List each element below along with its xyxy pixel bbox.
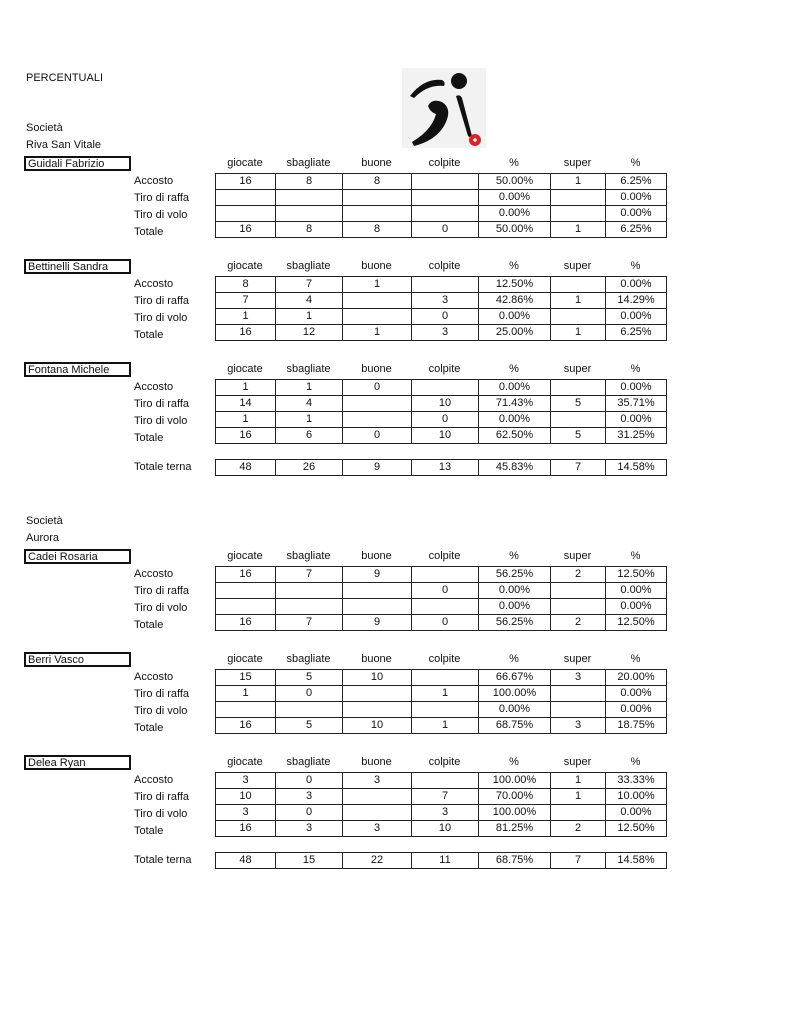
- table-row: [216, 718, 667, 734]
- row-label: Accosto: [134, 568, 174, 580]
- table-row: [216, 567, 667, 583]
- table-cell: 0: [412, 309, 479, 325]
- table-row: [216, 293, 667, 309]
- column-header: super: [563, 363, 592, 375]
- table-cell: 5: [551, 428, 606, 444]
- table-cell: 1: [276, 412, 343, 428]
- table-cell: 100.00%: [479, 805, 551, 821]
- table-row: [216, 412, 667, 428]
- column-header: sbagliate: [286, 363, 331, 375]
- table-cell: 0.00%: [606, 190, 667, 206]
- table-cell: 3: [551, 670, 606, 686]
- table-cell: 7: [412, 789, 479, 805]
- column-header: %: [509, 653, 519, 665]
- table-cell: 16: [216, 567, 276, 583]
- table-cell: 0.00%: [606, 805, 667, 821]
- row-label: Tiro di raffa: [134, 791, 190, 803]
- table-cell: [276, 583, 343, 599]
- column-header: colpite: [428, 157, 461, 169]
- row-label: Accosto: [134, 381, 174, 393]
- table-cell: 3: [551, 718, 606, 734]
- column-header: buone: [361, 260, 392, 272]
- column-header: super: [563, 157, 592, 169]
- row-label: Tiro di volo: [134, 705, 188, 717]
- table-cell: 10: [412, 428, 479, 444]
- column-header: %: [630, 157, 641, 169]
- table-cell: 25.00%: [479, 325, 551, 341]
- table-cell: 0.00%: [606, 583, 667, 599]
- table-cell: 56.25%: [479, 567, 551, 583]
- table-cell: 0.00%: [606, 380, 667, 396]
- row-label: Tiro di raffa: [134, 688, 190, 700]
- table-cell: 12.50%: [606, 615, 667, 631]
- column-header: colpite: [428, 550, 461, 562]
- row-label: Totale: [134, 329, 164, 341]
- row-label: Totale: [134, 722, 164, 734]
- row-label: Totale: [134, 432, 164, 444]
- stats-table: [215, 379, 667, 444]
- column-header: buone: [361, 756, 392, 768]
- table-cell: 5: [276, 670, 343, 686]
- table-cell: 2: [551, 567, 606, 583]
- table-cell: 7: [276, 277, 343, 293]
- table-row: [216, 670, 667, 686]
- table-cell: 0: [343, 380, 412, 396]
- table-cell: [216, 190, 276, 206]
- player-name: Guidali Fabrizio: [24, 156, 131, 171]
- column-header: %: [630, 653, 641, 665]
- player-name: Delea Ryan: [24, 755, 131, 770]
- table-cell: [551, 380, 606, 396]
- table-cell: 1: [343, 277, 412, 293]
- table-cell: 70.00%: [479, 789, 551, 805]
- table-cell: 100.00%: [479, 773, 551, 789]
- column-header: giocate: [227, 550, 263, 562]
- table-row: [216, 615, 667, 631]
- table-cell: 14.58%: [606, 853, 667, 869]
- table-cell: 50.00%: [479, 222, 551, 238]
- stats-table: [215, 276, 667, 341]
- table-cell: 81.25%: [479, 821, 551, 837]
- table-cell: 1: [551, 773, 606, 789]
- table-cell: [551, 805, 606, 821]
- column-header: giocate: [227, 363, 263, 375]
- table-cell: 16: [216, 222, 276, 238]
- table-cell: 42.86%: [479, 293, 551, 309]
- column-header: colpite: [428, 653, 461, 665]
- table-cell: 0: [412, 615, 479, 631]
- table-cell: 10: [216, 789, 276, 805]
- table-cell: [343, 412, 412, 428]
- table-row: [216, 805, 667, 821]
- table-row: [216, 277, 667, 293]
- table-cell: 5: [276, 718, 343, 734]
- table-cell: 12.50%: [606, 567, 667, 583]
- table-cell: [412, 190, 479, 206]
- table-cell: [343, 686, 412, 702]
- column-header: %: [509, 756, 519, 768]
- table-cell: 8: [216, 277, 276, 293]
- table-cell: [551, 702, 606, 718]
- table-cell: [412, 277, 479, 293]
- table-cell: [216, 583, 276, 599]
- table-row: [216, 460, 667, 476]
- stats-table: [215, 852, 667, 869]
- table-cell: 66.67%: [479, 670, 551, 686]
- table-cell: 13: [412, 460, 479, 476]
- table-row: [216, 773, 667, 789]
- logo: [402, 68, 486, 148]
- table-cell: 6.25%: [606, 174, 667, 190]
- table-cell: 8: [343, 222, 412, 238]
- column-header: giocate: [227, 260, 263, 272]
- table-cell: 20.00%: [606, 670, 667, 686]
- table-cell: [551, 206, 606, 222]
- table-row: [216, 222, 667, 238]
- table-cell: 35.71%: [606, 396, 667, 412]
- row-label: Tiro di raffa: [134, 398, 190, 410]
- table-row: [216, 686, 667, 702]
- society-label: Società: [26, 515, 63, 527]
- table-cell: 1: [551, 789, 606, 805]
- table-cell: 0: [276, 773, 343, 789]
- table-cell: 1: [343, 325, 412, 341]
- table-cell: 0.00%: [479, 309, 551, 325]
- table-row: [216, 309, 667, 325]
- table-cell: [343, 805, 412, 821]
- table-cell: [412, 670, 479, 686]
- row-label: Tiro di volo: [134, 312, 188, 324]
- table-row: [216, 702, 667, 718]
- table-cell: 56.25%: [479, 615, 551, 631]
- player-name: Cadei Rosaria: [24, 549, 131, 564]
- table-cell: [276, 190, 343, 206]
- table-cell: 31.25%: [606, 428, 667, 444]
- column-header: %: [509, 550, 519, 562]
- table-cell: [343, 206, 412, 222]
- table-cell: [412, 702, 479, 718]
- table-cell: 71.43%: [479, 396, 551, 412]
- table-cell: [412, 599, 479, 615]
- society-name: Aurora: [26, 532, 60, 544]
- table-cell: 4: [276, 293, 343, 309]
- table-cell: 48: [216, 853, 276, 869]
- table-cell: 14.29%: [606, 293, 667, 309]
- table-cell: [343, 599, 412, 615]
- table-cell: [412, 380, 479, 396]
- table-cell: 10: [412, 396, 479, 412]
- table-cell: 1: [216, 309, 276, 325]
- table-cell: 7: [551, 460, 606, 476]
- table-cell: 12.50%: [606, 821, 667, 837]
- table-cell: 0: [412, 222, 479, 238]
- table-cell: 18.75%: [606, 718, 667, 734]
- table-cell: 9: [343, 567, 412, 583]
- table-cell: 0.00%: [606, 702, 667, 718]
- column-header: super: [563, 550, 592, 562]
- table-cell: 10: [412, 821, 479, 837]
- table-cell: 0.00%: [606, 686, 667, 702]
- column-header: sbagliate: [286, 653, 331, 665]
- column-header: sbagliate: [286, 550, 331, 562]
- table-cell: 16: [216, 174, 276, 190]
- table-cell: [551, 277, 606, 293]
- table-cell: 1: [216, 380, 276, 396]
- row-label: Accosto: [134, 774, 174, 786]
- row-label: Accosto: [134, 671, 174, 683]
- table-cell: 0.00%: [606, 599, 667, 615]
- table-cell: 16: [216, 428, 276, 444]
- table-cell: 2: [551, 615, 606, 631]
- table-cell: 10: [343, 718, 412, 734]
- team-total-label: Totale terna: [134, 461, 192, 473]
- table-cell: 0.00%: [479, 206, 551, 222]
- table-cell: [216, 702, 276, 718]
- table-row: [216, 428, 667, 444]
- row-label: Totale: [134, 825, 164, 837]
- row-label: Accosto: [134, 278, 174, 290]
- team-total-label: Totale terna: [134, 854, 192, 866]
- table-cell: 0.00%: [606, 412, 667, 428]
- stats-table: [215, 566, 667, 631]
- table-cell: [551, 309, 606, 325]
- row-label: Tiro di volo: [134, 415, 188, 427]
- table-cell: 33.33%: [606, 773, 667, 789]
- table-cell: [551, 599, 606, 615]
- table-cell: 0.00%: [479, 190, 551, 206]
- table-cell: 7: [551, 853, 606, 869]
- table-cell: 11: [412, 853, 479, 869]
- table-cell: 12.50%: [479, 277, 551, 293]
- table-cell: 45.83%: [479, 460, 551, 476]
- table-cell: 0: [276, 686, 343, 702]
- table-cell: 16: [216, 615, 276, 631]
- table-cell: 0.00%: [606, 277, 667, 293]
- table-cell: 3: [216, 805, 276, 821]
- table-cell: 3: [276, 789, 343, 805]
- player-name: Berri Vasco: [24, 652, 131, 667]
- table-cell: 1: [276, 380, 343, 396]
- column-header: giocate: [227, 157, 263, 169]
- row-label: Tiro di raffa: [134, 295, 190, 307]
- row-label: Tiro di volo: [134, 808, 188, 820]
- page-title: PERCENTUALI: [26, 72, 104, 84]
- table-cell: [343, 396, 412, 412]
- table-cell: [216, 206, 276, 222]
- column-header: %: [509, 363, 519, 375]
- table-cell: 9: [343, 460, 412, 476]
- row-label: Totale: [134, 226, 164, 238]
- table-cell: 48: [216, 460, 276, 476]
- table-cell: 6: [276, 428, 343, 444]
- table-cell: 7: [276, 567, 343, 583]
- column-header: buone: [361, 363, 392, 375]
- column-header: %: [630, 756, 641, 768]
- player-name: Bettinelli Sandra: [24, 259, 131, 274]
- column-header: %: [509, 260, 519, 272]
- table-cell: 1: [216, 686, 276, 702]
- column-header: giocate: [227, 756, 263, 768]
- table-row: [216, 380, 667, 396]
- column-header: colpite: [428, 260, 461, 272]
- table-row: [216, 599, 667, 615]
- table-row: [216, 190, 667, 206]
- table-cell: 22: [343, 853, 412, 869]
- society-label: Società: [26, 122, 63, 134]
- row-label: Accosto: [134, 175, 174, 187]
- table-cell: 12: [276, 325, 343, 341]
- table-cell: 68.75%: [479, 718, 551, 734]
- table-cell: 0.00%: [479, 583, 551, 599]
- column-header: buone: [361, 550, 392, 562]
- table-cell: 16: [216, 821, 276, 837]
- table-cell: 1: [551, 293, 606, 309]
- table-cell: 8: [276, 174, 343, 190]
- table-cell: 3: [343, 821, 412, 837]
- table-cell: 16: [216, 718, 276, 734]
- column-header: sbagliate: [286, 260, 331, 272]
- table-cell: 0: [412, 583, 479, 599]
- table-cell: [276, 599, 343, 615]
- table-cell: 1: [276, 309, 343, 325]
- table-cell: 100.00%: [479, 686, 551, 702]
- column-header: sbagliate: [286, 157, 331, 169]
- table-cell: [276, 206, 343, 222]
- table-cell: 1: [412, 718, 479, 734]
- column-header: colpite: [428, 756, 461, 768]
- table-cell: 1: [551, 174, 606, 190]
- row-label: Tiro di raffa: [134, 585, 190, 597]
- table-cell: 10: [343, 670, 412, 686]
- table-cell: 0: [276, 805, 343, 821]
- column-header: super: [563, 260, 592, 272]
- table-cell: 1: [216, 412, 276, 428]
- column-header: giocate: [227, 653, 263, 665]
- stats-table: [215, 459, 667, 476]
- column-header: sbagliate: [286, 756, 331, 768]
- row-label: Tiro di raffa: [134, 192, 190, 204]
- stats-table: [215, 669, 667, 734]
- table-cell: 0.00%: [606, 206, 667, 222]
- table-cell: [551, 190, 606, 206]
- table-cell: [276, 702, 343, 718]
- table-cell: 0.00%: [479, 412, 551, 428]
- table-cell: 3: [343, 773, 412, 789]
- table-cell: 1: [412, 686, 479, 702]
- table-cell: 0.00%: [479, 599, 551, 615]
- column-header: %: [509, 157, 519, 169]
- table-cell: [551, 412, 606, 428]
- table-cell: [216, 599, 276, 615]
- column-header: colpite: [428, 363, 461, 375]
- table-row: [216, 853, 667, 869]
- column-header: buone: [361, 653, 392, 665]
- table-row: [216, 396, 667, 412]
- table-cell: 0.00%: [606, 309, 667, 325]
- table-cell: [343, 583, 412, 599]
- table-cell: [412, 206, 479, 222]
- table-cell: 8: [343, 174, 412, 190]
- table-cell: 1: [551, 325, 606, 341]
- table-cell: 68.75%: [479, 853, 551, 869]
- table-cell: [343, 309, 412, 325]
- table-cell: 4: [276, 396, 343, 412]
- table-cell: 6.25%: [606, 222, 667, 238]
- table-cell: 3: [412, 325, 479, 341]
- table-cell: 16: [216, 325, 276, 341]
- column-header: super: [563, 756, 592, 768]
- table-cell: 15: [276, 853, 343, 869]
- table-cell: [412, 174, 479, 190]
- table-cell: 5: [551, 396, 606, 412]
- table-cell: [343, 789, 412, 805]
- column-header: buone: [361, 157, 392, 169]
- table-cell: 0: [412, 412, 479, 428]
- table-cell: [343, 293, 412, 309]
- table-cell: 14.58%: [606, 460, 667, 476]
- table-cell: 14: [216, 396, 276, 412]
- table-cell: [551, 583, 606, 599]
- table-cell: 2: [551, 821, 606, 837]
- table-cell: 3: [276, 821, 343, 837]
- table-cell: 3: [216, 773, 276, 789]
- table-cell: [343, 702, 412, 718]
- table-cell: 3: [412, 293, 479, 309]
- column-header: %: [630, 550, 641, 562]
- table-row: [216, 821, 667, 837]
- table-row: [216, 325, 667, 341]
- table-cell: [412, 773, 479, 789]
- table-cell: 15: [216, 670, 276, 686]
- table-row: [216, 206, 667, 222]
- row-label: Tiro di volo: [134, 209, 188, 221]
- table-cell: 8: [276, 222, 343, 238]
- table-cell: [343, 190, 412, 206]
- table-cell: 26: [276, 460, 343, 476]
- table-cell: 0.00%: [479, 702, 551, 718]
- table-cell: [412, 567, 479, 583]
- table-cell: 1: [551, 222, 606, 238]
- row-label: Totale: [134, 619, 164, 631]
- table-row: [216, 583, 667, 599]
- table-cell: 62.50%: [479, 428, 551, 444]
- row-label: Tiro di volo: [134, 602, 188, 614]
- column-header: %: [630, 363, 641, 375]
- player-name: Fontana Michele: [24, 362, 131, 377]
- table-row: [216, 174, 667, 190]
- table-cell: 50.00%: [479, 174, 551, 190]
- stats-table: [215, 772, 667, 837]
- column-header: super: [563, 653, 592, 665]
- column-header: %: [630, 260, 641, 272]
- table-cell: 7: [216, 293, 276, 309]
- table-row: [216, 789, 667, 805]
- table-cell: [551, 686, 606, 702]
- table-cell: 6.25%: [606, 325, 667, 341]
- bocce-player-icon: [402, 68, 486, 148]
- table-cell: 0: [343, 428, 412, 444]
- table-cell: 10.00%: [606, 789, 667, 805]
- table-cell: 7: [276, 615, 343, 631]
- table-cell: 3: [412, 805, 479, 821]
- stats-table: [215, 173, 667, 238]
- society-name: Riva San Vitale: [26, 139, 102, 151]
- table-cell: 0.00%: [479, 380, 551, 396]
- table-cell: 9: [343, 615, 412, 631]
